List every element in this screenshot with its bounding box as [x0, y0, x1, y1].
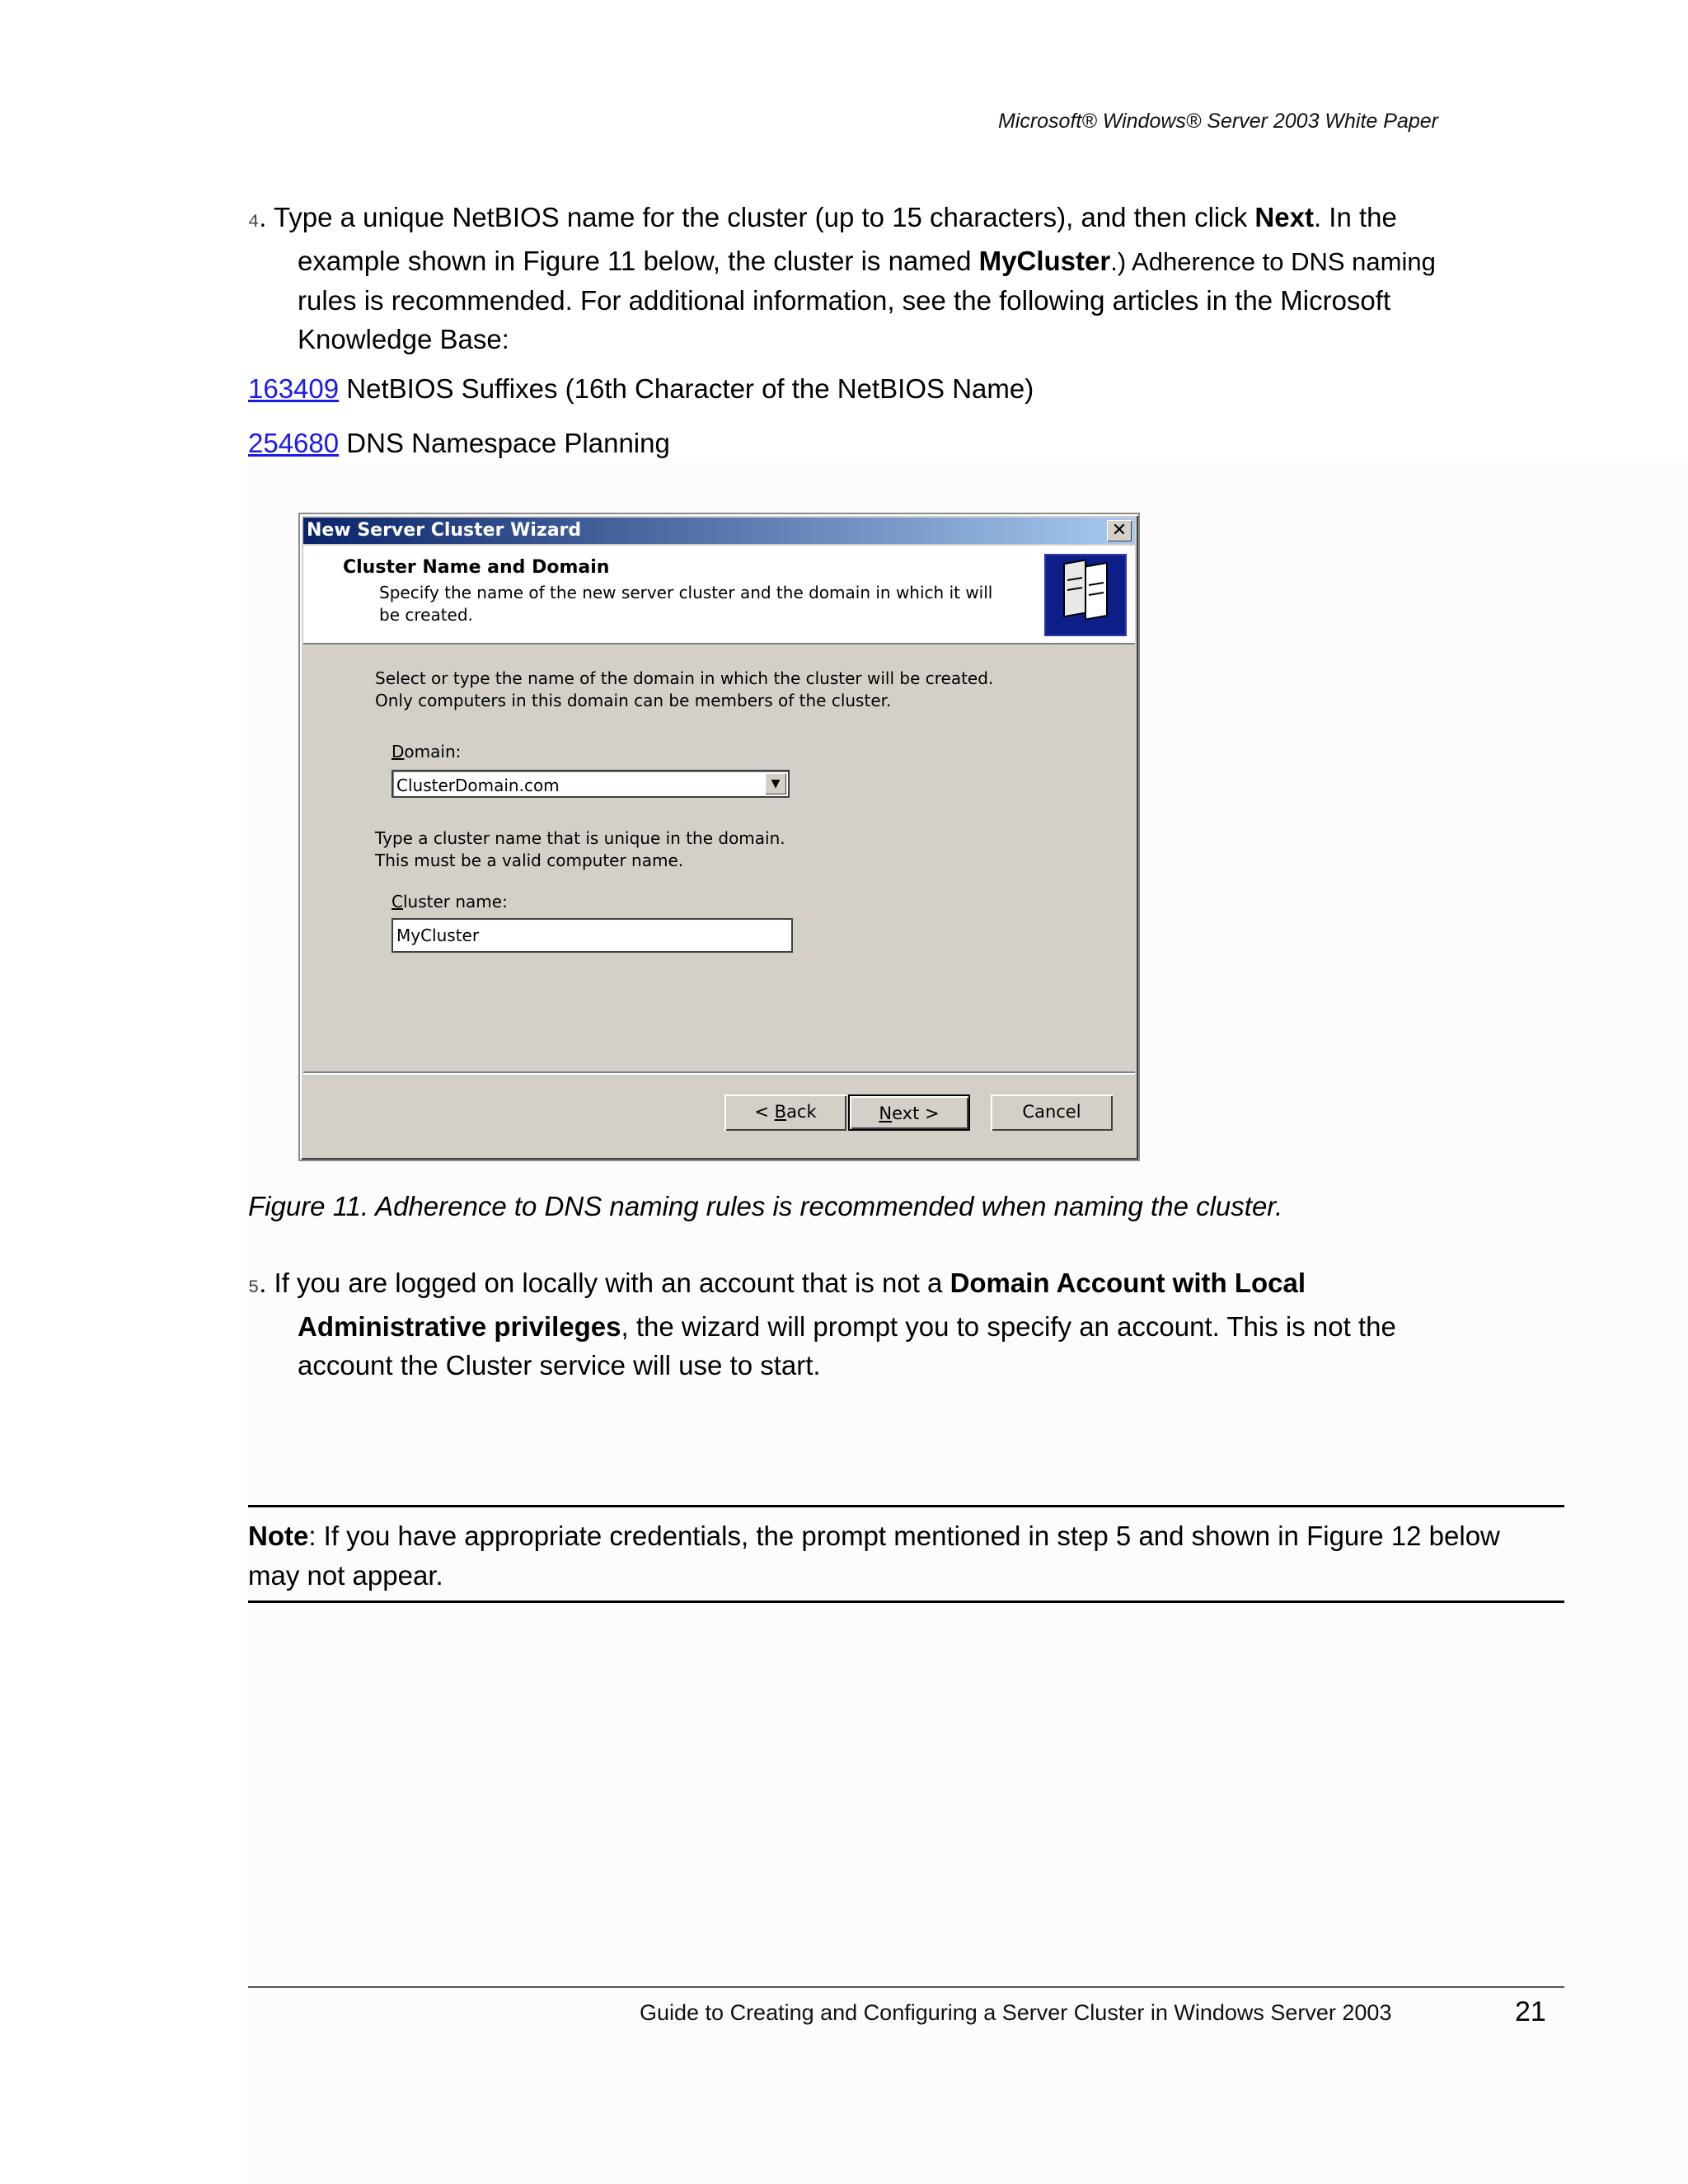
step-number: 5	[248, 1277, 260, 1298]
domain-combobox[interactable]	[392, 770, 790, 798]
cluster-name-hint-2: This must be a valid computer name.	[375, 851, 684, 870]
kb-link[interactable]: 163409	[248, 373, 340, 404]
step-5-line-2: Administrative privileges, the wizard will prompt you to specify an account. This is not the	[298, 1311, 1396, 1342]
note-label: Note	[248, 1521, 309, 1551]
domain-label: Domain:	[392, 742, 462, 762]
note-bottom-rule	[248, 1601, 1564, 1603]
step-5-line-1: 5. If you are logged on locally with an account that is not a Domain Account with Local	[248, 1268, 1306, 1298]
kb-link[interactable]: 254680	[248, 428, 340, 458]
figure-caption: Figure 11. Adherence to DNS naming rules is recommended when naming the cluster.	[248, 1191, 1283, 1221]
domain-value: ClusterDomain.com	[396, 776, 560, 795]
close-icon: ✕	[1111, 520, 1128, 541]
cluster-name-label: Cluster name:	[392, 892, 508, 912]
dialog-divider	[303, 1071, 1135, 1075]
back-button[interactable]: < Back	[724, 1094, 846, 1131]
note	[248, 1516, 1534, 1596]
step-4-line-1: 4. Type a unique NetBIOS name for the cluster (up to 15 characters), and then click Next. In the	[248, 202, 1397, 232]
step-4-line-2: example shown in Figure 11 below, the cluster is named MyCluster.) Adherence to DNS naming	[298, 246, 1436, 276]
dialog-title-bar	[303, 518, 1135, 544]
server-cluster-icon	[1044, 554, 1127, 636]
step-number: 4	[248, 212, 260, 232]
cluster-name-input[interactable]: MyCluster	[392, 918, 793, 953]
note-top-rule	[248, 1505, 1564, 1507]
wizard-page-subtitle: Specify the name of the new server cluster and the domain in which it will be created.	[379, 583, 993, 625]
page-number: 21	[1515, 1996, 1546, 2027]
footer-rule	[248, 1986, 1564, 1988]
wizard-dialog	[298, 513, 1140, 1161]
footer-title: Guide to Creating and Configuring a Server Cluster in Windows Server 2003	[640, 2000, 1392, 2025]
step-4	[248, 198, 1484, 359]
cluster-name-hint-1: Type a cluster name that is unique in the domain.	[375, 828, 785, 848]
step-4-line-3: rules is recommended. For additional information, see the following articles in the Microsoft	[298, 285, 1391, 316]
note-text: : If you have appropriate credentials, the prompt mentioned in step 5 and shown in Figure 12 below may not appear.	[248, 1521, 1500, 1591]
wizard-page-title: Cluster Name and Domain	[343, 557, 610, 578]
close-button[interactable]	[1107, 520, 1132, 541]
cancel-button[interactable]: Cancel	[991, 1094, 1113, 1131]
step-4-line-4: Knowledge Base:	[298, 324, 509, 354]
step-5	[248, 1263, 1484, 1385]
next-button[interactable]: Next >	[848, 1094, 970, 1131]
kb-reference: 163409 NetBIOS Suffixes (16th Character of the NetBIOS Name)	[248, 373, 1034, 404]
wizard-header-panel	[303, 546, 1135, 644]
wizard-intro-text: Select or type the name of the domain in which the cluster will be created. Only computers in this domain can be members of the cluster.	[375, 668, 994, 710]
step-5-line-3: account the Cluster service will use to start.	[298, 1350, 821, 1380]
dropdown-arrow-icon[interactable]: ▼	[765, 773, 786, 794]
kb-reference: 254680 DNS Namespace Planning	[248, 428, 670, 458]
page-header: Microsoft® Windows® Server 2003 White Paper	[997, 110, 1438, 133]
dialog-title: New Server Cluster Wizard	[307, 520, 582, 541]
